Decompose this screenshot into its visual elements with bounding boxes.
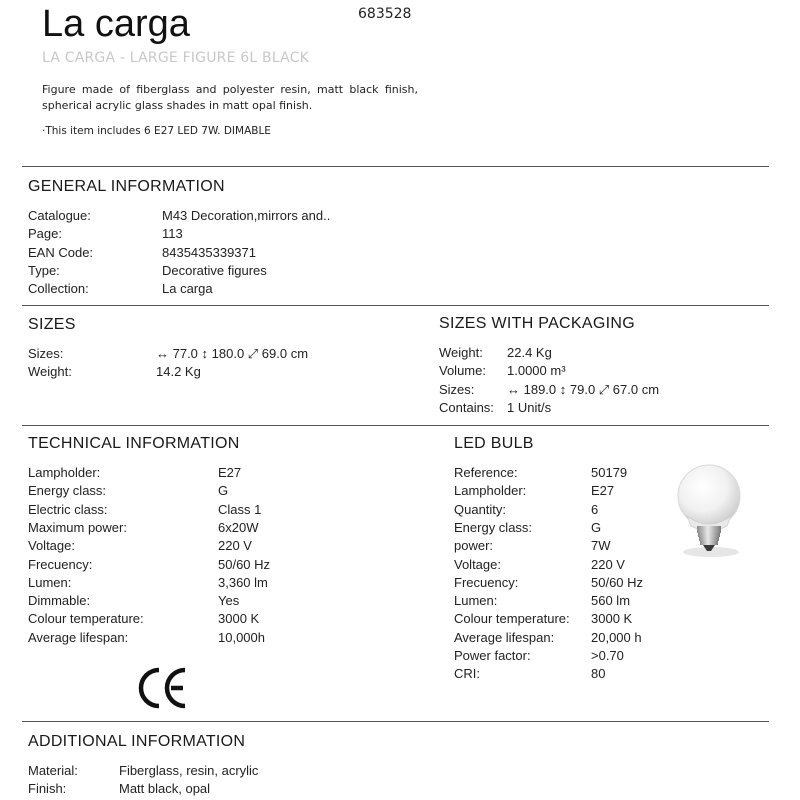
row-value: 560 lm: [591, 593, 631, 609]
row-label: Voltage:: [454, 556, 501, 572]
row-label: Sizes:: [439, 381, 475, 397]
row-label: Colour temperature:: [28, 611, 144, 627]
row-label: Lampholder:: [454, 483, 527, 499]
row-value: E27: [591, 483, 615, 499]
row-label: Volume:: [439, 363, 486, 379]
row-label: Contains:: [439, 399, 494, 415]
row-value: G: [591, 519, 602, 535]
row-value: 20,000 h: [591, 629, 642, 645]
row-label: Average lifespan:: [28, 629, 129, 645]
row-label: Catalogue:: [28, 208, 91, 223]
row-label: Lumen:: [454, 593, 498, 609]
row-label: Frecuency:: [454, 574, 519, 590]
ce-mark-icon: [135, 664, 190, 712]
row-value: 50/60 Hz: [218, 556, 271, 572]
product-title: La carga: [42, 3, 190, 45]
product-note: ·This item includes 6 E27 LED 7W. DIMABLE: [42, 125, 271, 137]
row-value: ↔ 77.0 ↕ 180.0 ⤢ 69.0 cm: [156, 346, 309, 361]
row-value: G: [218, 483, 229, 499]
row-value: 50/60 Hz: [591, 574, 644, 590]
row-value: 7W: [591, 538, 611, 554]
row-value: 113: [162, 226, 183, 242]
row-value: 50179: [591, 465, 628, 480]
row-value: 22.4 Kg: [507, 345, 552, 360]
row-value: 1 Unit/s: [507, 399, 552, 415]
row-value: 80: [591, 666, 606, 682]
row-label: EAN Code:: [28, 244, 94, 260]
row-label: Collection:: [28, 281, 89, 297]
row-value: M43 Decoration,mirrors and..: [162, 208, 331, 223]
row-label: Page:: [28, 226, 62, 242]
row-value: Matt black, opal: [119, 781, 211, 797]
divider: [22, 425, 769, 426]
row-label: Energy class:: [28, 483, 107, 499]
row-value: 8435435339371: [162, 244, 256, 260]
row-value: Decorative figures: [162, 262, 267, 278]
row-label: Lumen:: [28, 574, 72, 590]
packaging-title: SIZES WITH PACKAGING: [439, 315, 635, 332]
row-value: 3,360 lm: [218, 574, 268, 590]
row-value: Fiberglass, resin, acrylic: [119, 763, 259, 778]
row-label: Lampholder:: [28, 465, 101, 480]
row-value: Yes: [218, 593, 240, 609]
row-value: E27: [218, 465, 242, 480]
row-label: Maximum power:: [28, 519, 127, 535]
technical-information-title: TECHNICAL INFORMATION: [28, 435, 240, 452]
additional-information-title: ADDITIONAL INFORMATION: [28, 733, 246, 750]
row-value: 3000 K: [591, 611, 633, 627]
product-description: Figure made of fiberglass and polyester resin, matt black finish, spherical acrylic glass shades in matt opal finish.: [42, 83, 418, 112]
row-value: Class 1: [218, 501, 262, 517]
led-bulb-image: [665, 460, 757, 560]
divider: [22, 721, 769, 722]
row-label: Energy class:: [454, 519, 533, 535]
product-subtitle: LA CARGA - LARGE FIGURE 6L BLACK: [42, 50, 310, 66]
divider: [22, 166, 769, 167]
row-value: 3000 K: [218, 611, 260, 627]
row-label: power:: [454, 538, 494, 554]
general-information-title: GENERAL INFORMATION: [28, 178, 225, 195]
row-label: Sizes:: [28, 346, 64, 361]
row-label: Power factor:: [454, 648, 531, 663]
row-label: Quantity:: [454, 501, 507, 517]
row-value: La carga: [162, 281, 213, 297]
row-label: Electric class:: [28, 501, 108, 517]
divider: [22, 305, 769, 306]
sizes-title: SIZES: [28, 316, 76, 333]
row-label: Frecuency:: [28, 556, 93, 572]
row-label: Material:: [28, 763, 78, 778]
row-label: Finish:: [28, 781, 67, 797]
product-code: 683528: [358, 6, 412, 22]
row-label: Voltage:: [28, 538, 75, 554]
row-label: Dimmable:: [28, 593, 91, 609]
row-value: 6x20W: [218, 519, 259, 535]
row-value: 220 V: [218, 538, 252, 554]
row-label: Average lifespan:: [454, 629, 555, 645]
row-label: Colour temperature:: [454, 611, 570, 627]
row-label: Weight:: [439, 345, 483, 360]
row-label: Type:: [28, 262, 60, 278]
row-value: >0.70: [591, 648, 624, 663]
row-label: Reference:: [454, 465, 518, 480]
row-value: 220 V: [591, 556, 625, 572]
row-value: 6: [591, 501, 599, 517]
led-bulb-title: LED BULB: [454, 435, 534, 452]
row-value: ↔ 189.0 ↕ 79.0 ⤢ 67.0 cm: [507, 381, 660, 397]
row-value: 14.2 Kg: [156, 364, 201, 380]
row-label: CRI:: [454, 666, 480, 682]
row-value: 10,000h: [218, 629, 265, 645]
row-value: 1.0000 m³: [507, 363, 566, 379]
row-label: Weight:: [28, 364, 72, 380]
